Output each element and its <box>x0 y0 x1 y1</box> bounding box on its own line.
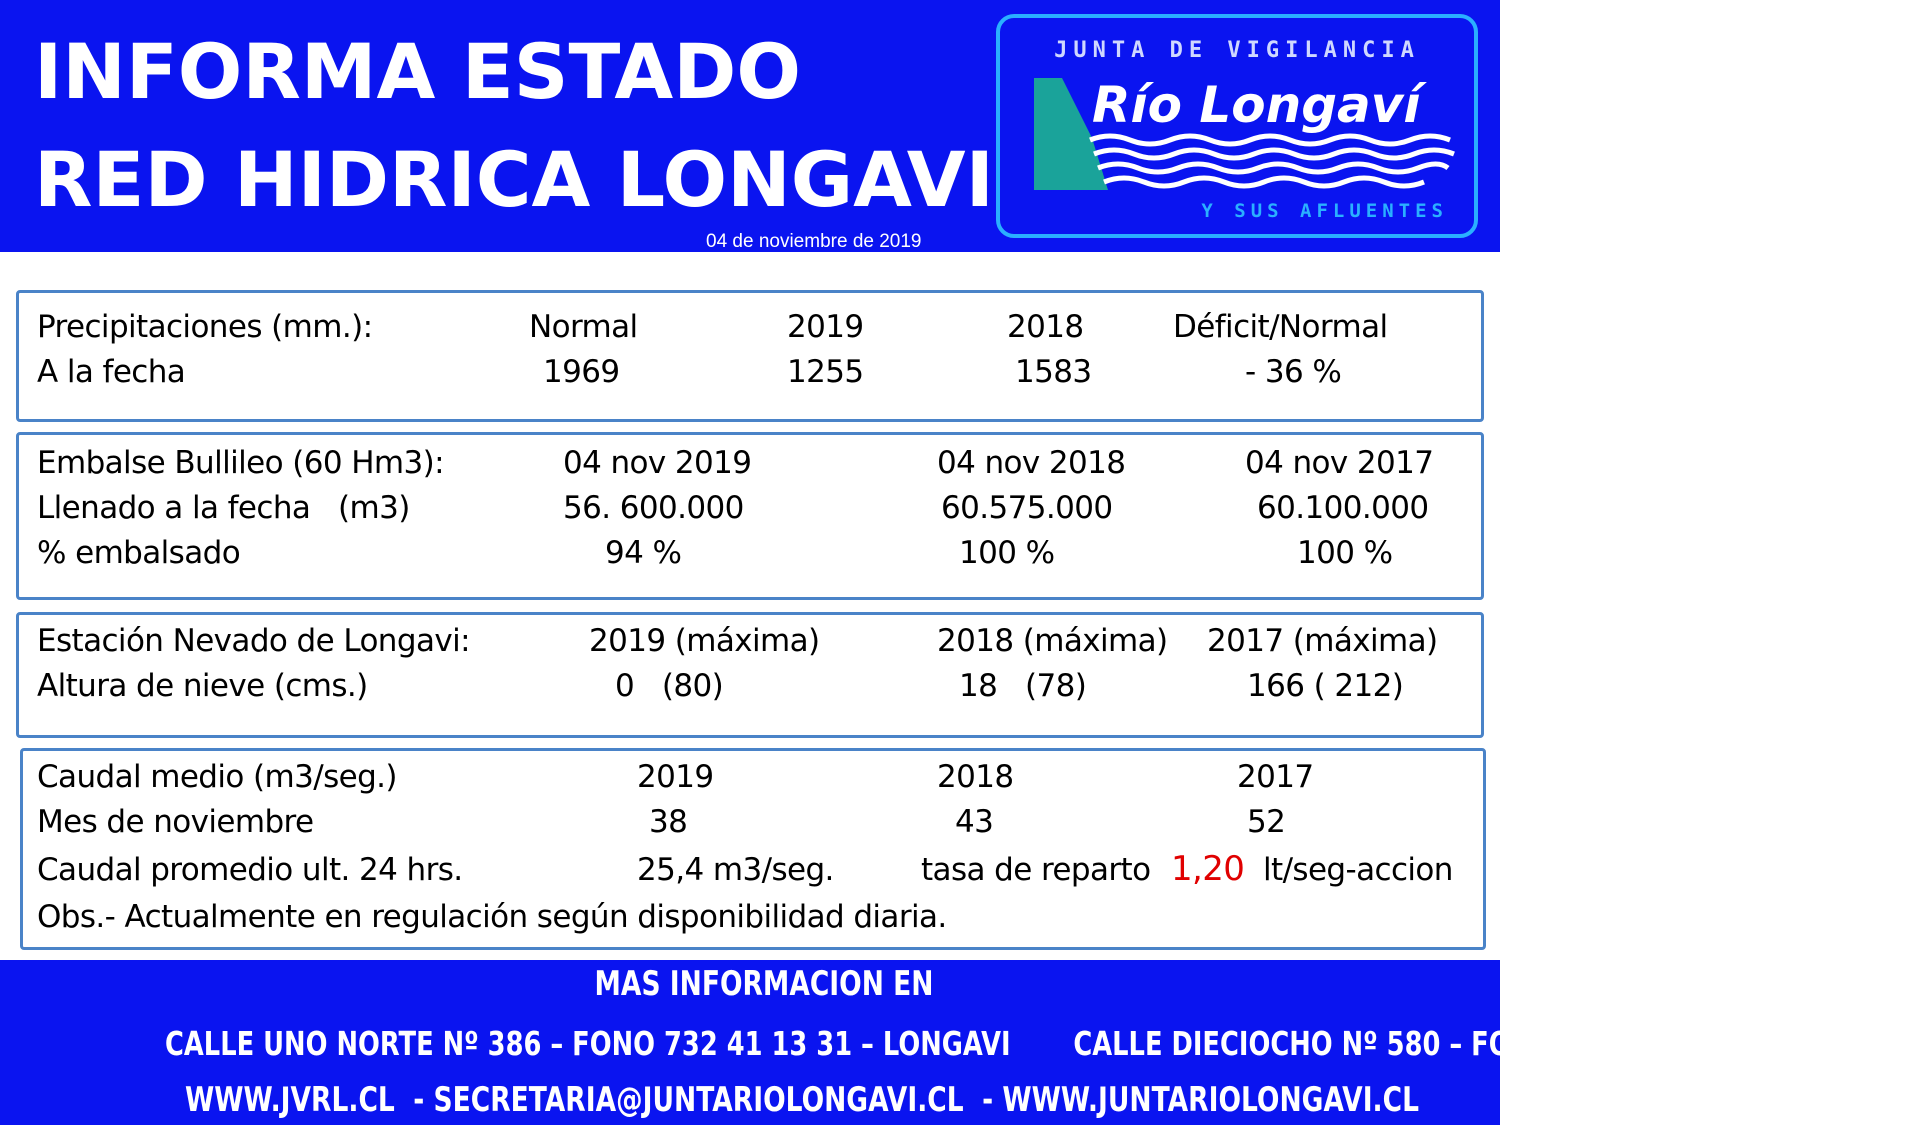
logo-bottom-text: Y SUS AFLUENTES <box>1201 200 1448 222</box>
embalse-date-2018: 04 nov 2018 <box>937 445 1126 481</box>
embalse-pct-label: % embalsado <box>37 535 241 571</box>
precip-deficit: - 36 % <box>1245 354 1342 390</box>
caudal-promedio-label: Caudal promedio ult. 24 hrs. <box>37 852 463 888</box>
title-line-1: INFORMA ESTADO <box>34 27 801 116</box>
precip-2018: 1583 <box>1015 354 1092 390</box>
nieve-panel <box>16 612 1484 738</box>
footer-more-info: MAS INFORMACION EN <box>594 964 934 1004</box>
nieve-2018: 18 (78) <box>959 668 1087 704</box>
precip-2019: 1255 <box>787 354 864 390</box>
precipitaciones-panel <box>16 290 1484 422</box>
caudal-year-2019: 2019 <box>637 759 714 795</box>
embalse-date-2019: 04 nov 2019 <box>563 445 752 481</box>
report-date: 04 de noviembre de 2019 <box>706 231 922 252</box>
precip-label: Precipitaciones (mm.): <box>37 309 373 345</box>
nieve-header-2017: 2017 (máxima) <box>1207 623 1438 659</box>
embalse-panel <box>16 432 1484 600</box>
footer-web-links: WWW.JVRL.CL - SECRETARIA@JUNTARIOLONGAVI.CL - WWW.JUNTARIOLONGAVI.CL <box>185 1080 1419 1120</box>
footer-addresses: CALLE UNO NORTE Nº 386 – FONO 732 41 13 31 – LONGAVI CALLE DIECIOCHO Nº 580 – FONO 732 46 26 76 – PARRAL <box>165 1024 1912 1063</box>
caudal-mes-2017: 52 <box>1247 804 1286 840</box>
header-banner <box>0 0 1500 252</box>
embalse-llenado-2018: 60.575.000 <box>941 490 1113 526</box>
caudal-year-2017: 2017 <box>1237 759 1314 795</box>
embalse-pct-2018: 100 % <box>959 535 1055 571</box>
logo-name: Río Longaví <box>1092 76 1421 134</box>
nieve-header-2018: 2018 (máxima) <box>937 623 1168 659</box>
precip-col-2018: 2018 <box>1007 309 1084 345</box>
logo-top-text: JUNTA DE VIGILANCIA <box>1054 38 1420 63</box>
caudal-label: Caudal medio (m3/seg.) <box>37 759 397 795</box>
embalse-pct-2019: 94 % <box>605 535 682 571</box>
embalse-pct-2017: 100 % <box>1297 535 1393 571</box>
logo-junta-vigilancia <box>996 14 1478 238</box>
tasa-reparto-unit: lt/seg-accion <box>1263 852 1453 888</box>
precip-row-label: A la fecha <box>37 354 186 390</box>
tasa-reparto-value: 1,20 <box>1171 849 1245 889</box>
nieve-label: Estación Nevado de Longavi: <box>37 623 470 659</box>
nieve-row-label: Altura de nieve (cms.) <box>37 668 368 704</box>
footer-contact-banner <box>0 960 1912 1125</box>
caudal-mes-label: Mes de noviembre <box>37 804 314 840</box>
precip-col-normal: Normal <box>529 309 638 345</box>
caudal-panel <box>20 748 1486 950</box>
title-line-2: RED HIDRICA LONGAVI <box>34 135 994 224</box>
caudal-promedio-value: 25,4 m3/seg. <box>637 852 834 888</box>
embalse-date-2017: 04 nov 2017 <box>1245 445 1434 481</box>
caudal-mes-2018: 43 <box>955 804 994 840</box>
caudal-mes-2019: 38 <box>649 804 688 840</box>
caudal-year-2018: 2018 <box>937 759 1014 795</box>
caudal-observacion: Obs.- Actualmente en regulación según disponibilidad diaria. <box>37 899 947 935</box>
tasa-reparto-label: tasa de reparto <box>921 852 1151 888</box>
nieve-header-2019: 2019 (máxima) <box>589 623 820 659</box>
embalse-llenado-2017: 60.100.000 <box>1257 490 1429 526</box>
precip-col-2019: 2019 <box>787 309 864 345</box>
nieve-2019: 0 (80) <box>615 668 724 704</box>
precip-col-deficit: Déficit/Normal <box>1173 309 1388 345</box>
embalse-label: Embalse Bullileo (60 Hm3): <box>37 445 444 481</box>
embalse-llenado-2019: 56. 600.000 <box>563 490 744 526</box>
nieve-2017: 166 ( 212) <box>1247 668 1404 704</box>
embalse-llenado-label: Llenado a la fecha (m3) <box>37 490 410 526</box>
precip-normal: 1969 <box>543 354 620 390</box>
